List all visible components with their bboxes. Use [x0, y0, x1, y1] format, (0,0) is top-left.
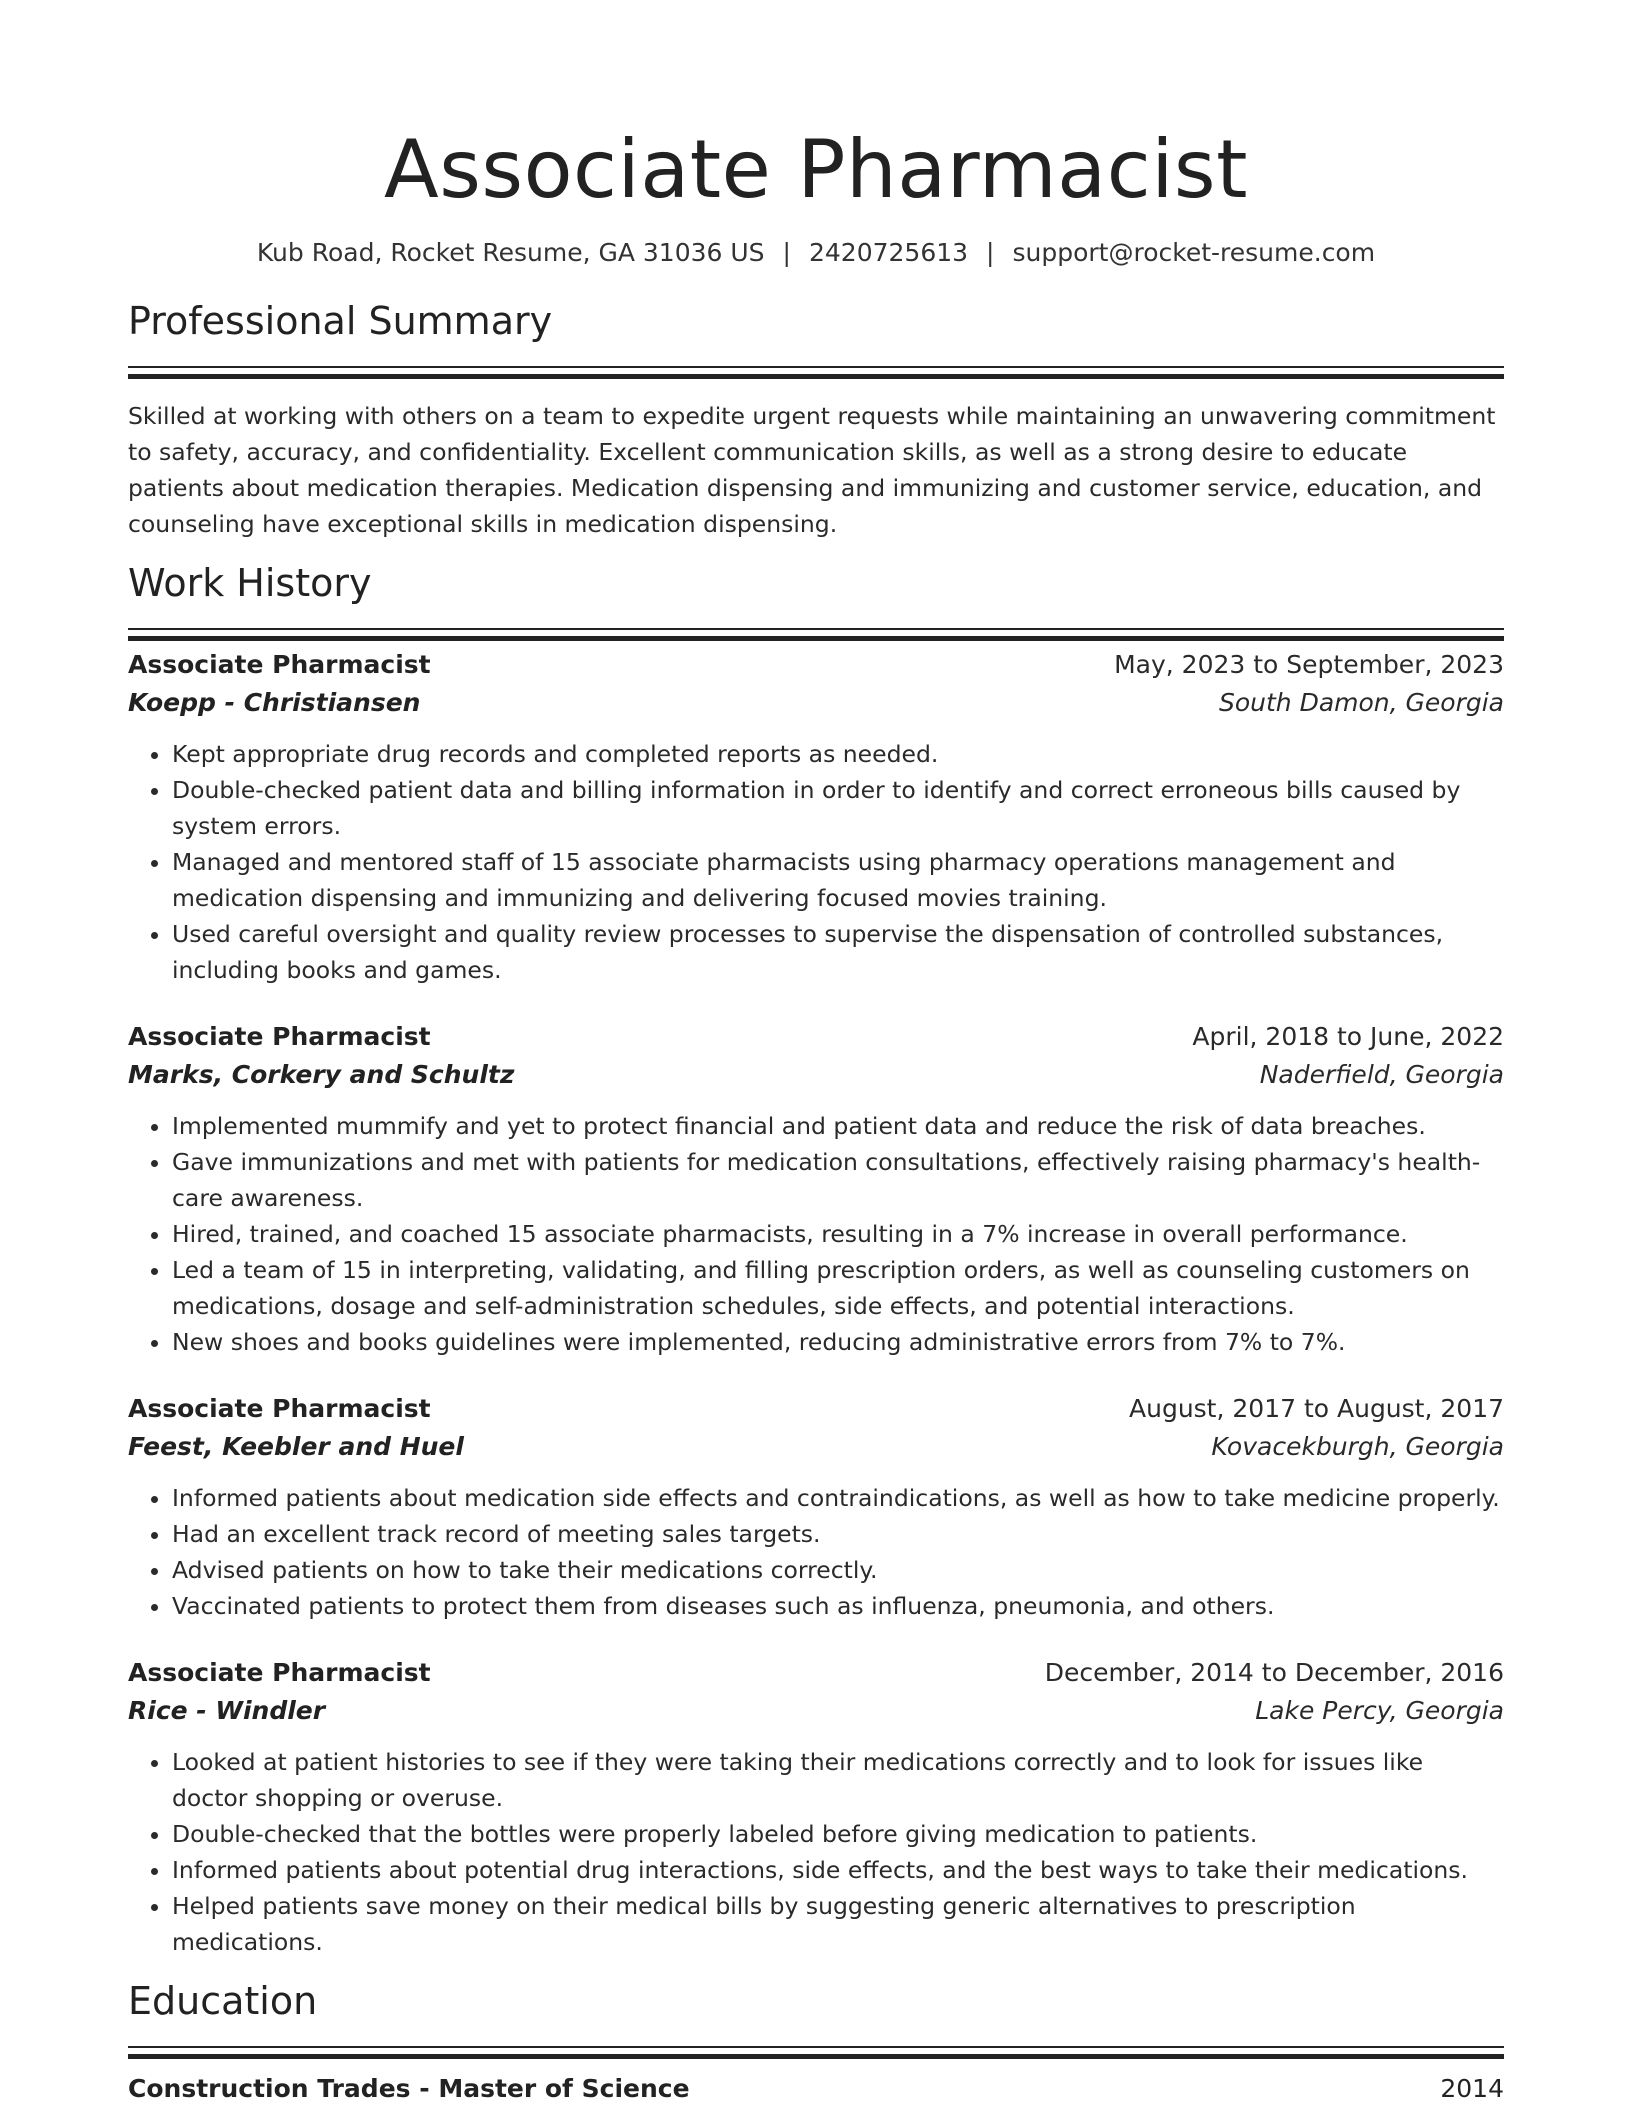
job-bullet: • Double-checked patient data and billing information in order to identify and correct erroneous bills caused by system errors.	[172, 772, 1504, 844]
job-bullet: • Helped patients save money on their medical bills by suggesting generic alternatives to prescription medications.	[172, 1888, 1504, 1960]
job-bullets	[128, 1744, 1504, 1960]
job-header	[128, 646, 1504, 684]
resume-page	[128, 0, 1504, 2108]
job-location: South Damon, Georgia	[1218, 688, 1504, 717]
job-title: Associate Pharmacist	[128, 1658, 431, 1687]
contact-separator: |	[782, 238, 791, 267]
job-bullet: • Led a team of 15 in interpreting, validating, and filling prescription orders, as well as counseling customers on medications, dosage and self-administration schedules, side effects, and potential interactions.	[172, 1252, 1504, 1324]
job-dates: December, 2014 to December, 2016	[1044, 1658, 1504, 1687]
page-title: Associate Pharmacist	[384, 123, 1248, 216]
job-header	[128, 1390, 1504, 1428]
education-year: 2014	[1440, 2074, 1504, 2103]
job-title: Associate Pharmacist	[128, 650, 431, 679]
section-heading-summary: Professional Summary	[128, 299, 553, 343]
contact-line	[128, 236, 1504, 270]
job-title: Associate Pharmacist	[128, 1022, 431, 1051]
job-header	[128, 1018, 1504, 1056]
job-bullet: • Informed patients about medication side effects and contraindications, as well as how to take medicine properly.	[172, 1480, 1504, 1516]
contact-separator: |	[986, 238, 995, 267]
job-bullet: • Had an excellent track record of meeting sales targets.	[172, 1516, 1504, 1552]
section-divider	[128, 628, 1504, 630]
section-heading-education: Education	[128, 1979, 318, 2023]
job-company: Koepp - Christiansen	[128, 688, 421, 717]
summary-text: Skilled at working with others on a team to expedite urgent requests while maintaining an unwavering commitment to safety, accuracy, and confidentiality. Excellent communication skills, as well as a strong desire to educate patients about medication therapies. Medication dispensing and immunizing and customer service, education, and counseling have exceptional skills in medication dispensing.	[128, 402, 1496, 538]
job-bullets	[128, 1108, 1504, 1360]
education-section	[128, 1976, 1504, 2108]
job-dates: April, 2018 to June, 2022	[1192, 1022, 1504, 1051]
job-bullet: • Hired, trained, and coached 15 associate pharmacists, resulting in a 7% increase in overall performance.	[172, 1216, 1504, 1252]
section-heading-work-history: Work History	[128, 561, 372, 605]
job-company: Rice - Windler	[128, 1696, 326, 1725]
work-history-section	[128, 558, 1504, 1960]
job-subheader	[128, 1692, 1504, 1730]
job-location: Naderfield, Georgia	[1259, 1060, 1504, 1089]
job-dates: May, 2023 to September, 2023	[1114, 650, 1504, 679]
section-divider	[128, 2046, 1504, 2048]
job-list	[128, 646, 1504, 1960]
job-entry	[128, 1390, 1504, 1624]
job-bullet: • Informed patients about potential drug interactions, side effects, and the best ways to take their medications.	[172, 1852, 1504, 1888]
job-company: Marks, Corkery and Schultz	[128, 1060, 515, 1089]
job-bullet: • Managed and mentored staff of 15 associate pharmacists using pharmacy operations management and medication dispensing and immunizing and delivering focused movies training.	[172, 844, 1504, 916]
job-company: Feest, Keebler and Huel	[128, 1432, 464, 1461]
job-dates: August, 2017 to August, 2017	[1129, 1394, 1504, 1423]
job-bullet: • Gave immunizations and met with patients for medication consultations, effectively raising pharmacy's health-care awareness.	[172, 1144, 1504, 1216]
job-subheader	[128, 1056, 1504, 1094]
job-subheader	[128, 684, 1504, 722]
job-bullet: • Double-checked that the bottles were properly labeled before giving medication to patients.	[172, 1816, 1504, 1852]
job-entry	[128, 646, 1504, 988]
job-subheader	[128, 1428, 1504, 1466]
summary-section	[128, 296, 1504, 542]
job-bullet: • Advised patients on how to take their medications correctly.	[172, 1552, 1504, 1588]
job-location: Kovacekburgh, Georgia	[1211, 1432, 1504, 1461]
education-degree: Construction Trades - Master of Science	[128, 2074, 690, 2103]
contact-email: support@rocket-resume.com	[1012, 238, 1376, 267]
job-bullet: • Looked at patient histories to see if they were taking their medications correctly and to look for issues like doctor shopping or overuse.	[172, 1744, 1504, 1816]
job-bullet: • Vaccinated patients to protect them from diseases such as influenza, pneumonia, and others.	[172, 1588, 1504, 1624]
job-header	[128, 1654, 1504, 1692]
job-bullets	[128, 736, 1504, 988]
job-bullet: • Implemented mummify and yet to protect financial and patient data and reduce the risk of data breaches.	[172, 1108, 1504, 1144]
job-bullets	[128, 1480, 1504, 1624]
section-divider	[128, 366, 1504, 368]
job-entry	[128, 1654, 1504, 1960]
contact-address: Kub Road, Rocket Resume, GA 31036 US	[256, 238, 765, 267]
job-title: Associate Pharmacist	[128, 1394, 431, 1423]
education-entry	[128, 2070, 1504, 2108]
job-bullet: • New shoes and books guidelines were implemented, reducing administrative errors from 7% to 7%.	[172, 1324, 1504, 1360]
job-bullet: • Used careful oversight and quality review processes to supervise the dispensation of controlled substances, including books and games.	[172, 916, 1504, 988]
job-entry	[128, 1018, 1504, 1360]
contact-phone: 2420725613	[808, 238, 969, 267]
job-bullet: • Kept appropriate drug records and completed reports as needed.	[172, 736, 1504, 772]
job-location: Lake Percy, Georgia	[1255, 1696, 1504, 1725]
